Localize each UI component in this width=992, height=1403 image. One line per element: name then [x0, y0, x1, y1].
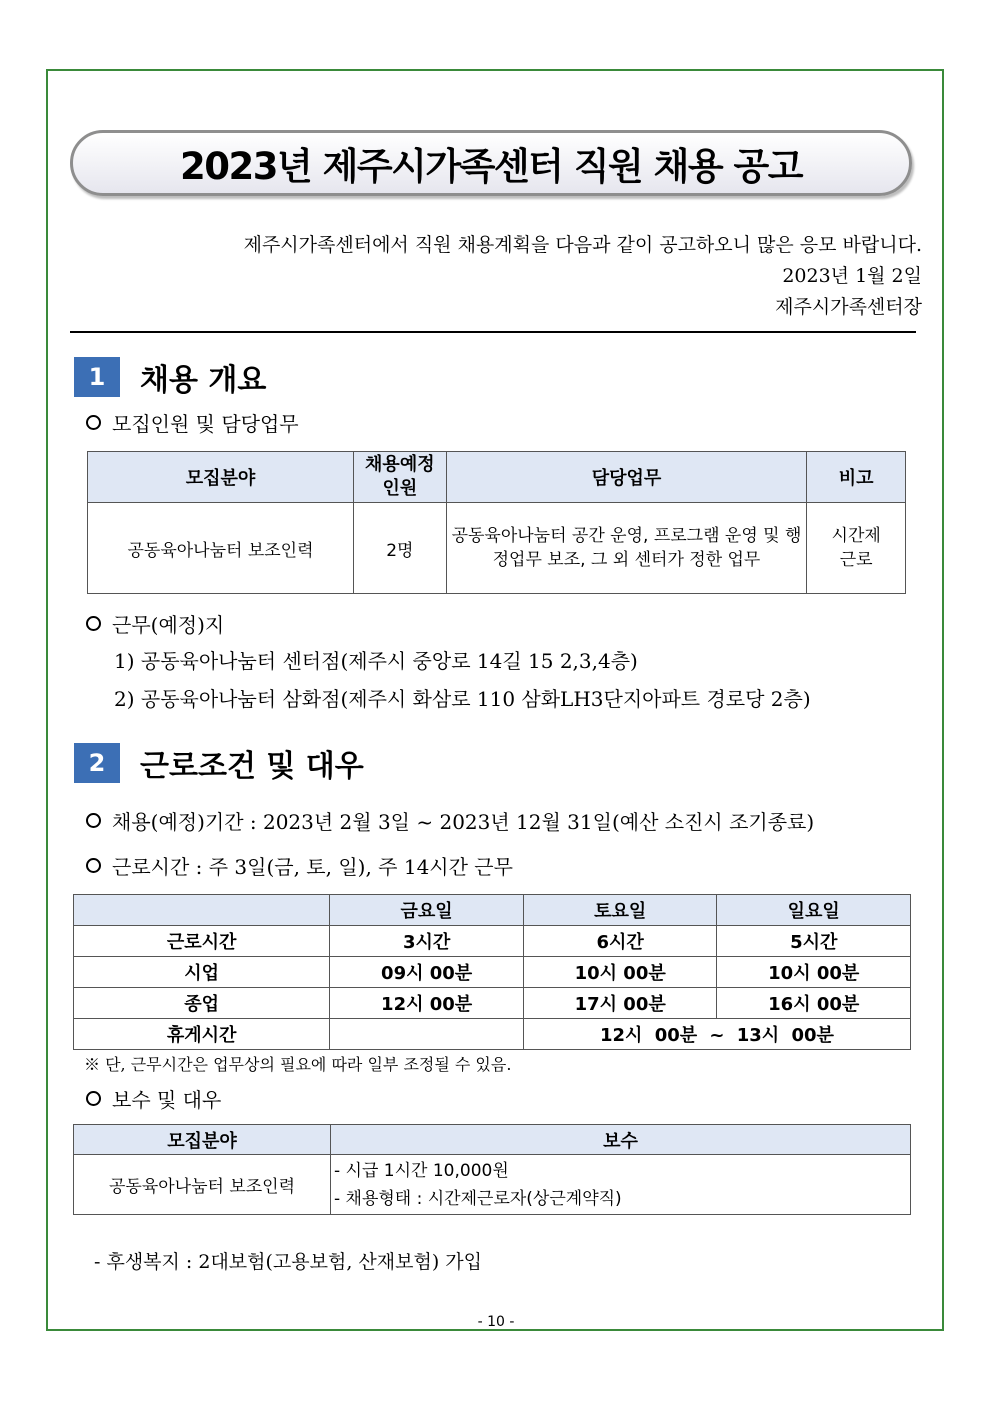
table-row: [74, 1155, 911, 1215]
period-text: 채용(예정)기간 : 2023년 2월 3일 ~ 2023년 12월 31일(예산 소진시 조기종료): [112, 810, 815, 834]
cell-remarks: 시간제 근로: [807, 503, 906, 594]
day-saturday: 토요일: [523, 895, 717, 926]
cell-value: 10시 00분: [523, 957, 717, 988]
table-row: [74, 1019, 911, 1050]
divider-rule: [70, 331, 916, 333]
intro-block: [70, 230, 922, 323]
cell-value: 16시 00분: [717, 988, 911, 1019]
circle-bullet-icon: [86, 1091, 101, 1106]
intro-text: 제주시가족센터에서 직원 채용계획을 다음과 같이 공고하오니 많은 응모 바랍니다.: [243, 234, 922, 256]
break-label: 휴게시간: [74, 1019, 330, 1050]
recruit-table-header: [88, 452, 906, 503]
pay-cell-salary: [331, 1155, 911, 1215]
cell-headcount: 2명: [353, 503, 446, 594]
pay-header-salary: 보수: [331, 1125, 911, 1155]
pay-table: [73, 1124, 911, 1215]
schedule-header: [74, 895, 911, 926]
header-duties: 담당업무: [446, 452, 807, 503]
day-friday: 금요일: [330, 895, 524, 926]
cell-value: 3시간: [330, 926, 524, 957]
cell-value: 12시 00분: [330, 988, 524, 1019]
recruit-heading-text: 모집인원 및 담당업무: [112, 412, 299, 436]
schedule-corner: [74, 895, 330, 926]
cell-field: 공동육아나눔터 보조인력: [88, 503, 354, 594]
row-label: 근로시간: [74, 926, 330, 957]
title-banner: [70, 130, 912, 196]
section-1-header: [74, 355, 266, 399]
cell-duties: 공동육아나눔터 공간 운영, 프로그램 운영 및 행정업무 보조, 그 외 센터가 정한 업무: [446, 503, 807, 594]
header-field: 모집분야: [88, 452, 354, 503]
table-row: [74, 988, 911, 1019]
schedule-note: ※ 단, 근무시간은 업무상의 필요에 따라 일부 조정될 수 있음.: [84, 1055, 512, 1074]
cell-value: 10시 00분: [717, 957, 911, 988]
row-label: 종업: [74, 988, 330, 1019]
section-2-number: 2: [74, 743, 120, 783]
intro-date: 2023년 1월 2일: [782, 265, 922, 287]
hours-line: [84, 851, 513, 880]
workplace-1: 1) 공동육아나눔터 센터점(제주시 중앙로 14길 15 2,3,4층): [114, 649, 638, 673]
pay-cell-field: 공동육아나눔터 보조인력: [74, 1155, 331, 1215]
workplace-heading-text: 근무(예정)지: [112, 613, 225, 637]
cell-value: 5시간: [717, 926, 911, 957]
cell-value: 09시 00분: [330, 957, 524, 988]
pay-item-wage: - 시급 1시간 10,000원: [334, 1160, 509, 1181]
table-row: [88, 503, 906, 594]
workplace-heading: [84, 609, 224, 638]
circle-bullet-icon: [86, 858, 101, 873]
pay-heading-text: 보수 및 대우: [112, 1088, 222, 1112]
section-1-title: 채용 개요: [140, 363, 267, 398]
row-label: 시업: [74, 957, 330, 988]
pay-table-header: [74, 1125, 911, 1155]
table-row: [74, 926, 911, 957]
circle-bullet-icon: [86, 813, 101, 828]
section-2-title: 근로조건 및 대우: [140, 749, 364, 784]
recruit-table: [87, 451, 906, 594]
section-2-header: [74, 741, 364, 785]
break-friday: [330, 1019, 524, 1050]
pay-item-type: - 채용형태 : 시간제근로자(상근계약직): [334, 1188, 622, 1209]
day-sunday: 일요일: [717, 895, 911, 926]
pay-heading: [84, 1084, 221, 1113]
pay-header-field: 모집분야: [74, 1125, 331, 1155]
cell-value: 6시간: [523, 926, 717, 957]
schedule-table: [73, 894, 911, 1050]
hours-text: 근로시간 : 주 3일(금, 토, 일), 주 14시간 근무: [112, 855, 513, 879]
circle-bullet-icon: [86, 616, 101, 631]
section-1-number: 1: [74, 357, 120, 397]
break-value: 12시 00분 ~ 13시 00분: [523, 1019, 910, 1050]
recruit-heading: [84, 408, 299, 437]
page-title: 2023년 제주시가족센터 직원 채용 공고: [180, 145, 802, 188]
page-number: - 10 -: [477, 1314, 515, 1330]
circle-bullet-icon: [86, 415, 101, 430]
workplace-2: 2) 공동육아나눔터 삼화점(제주시 화삼로 110 삼화LH3단지아파트 경로당 2층): [114, 687, 811, 711]
welfare-line: - 후생복지 : 2대보험(고용보험, 산재보험) 가입: [94, 1251, 482, 1273]
cell-value: 17시 00분: [523, 988, 717, 1019]
header-headcount: 채용예정 인원: [353, 452, 446, 503]
period-line: [84, 806, 814, 835]
intro-issuer: 제주시가족센터장: [775, 296, 922, 318]
header-remarks: 비고: [807, 452, 906, 503]
table-row: [74, 957, 911, 988]
